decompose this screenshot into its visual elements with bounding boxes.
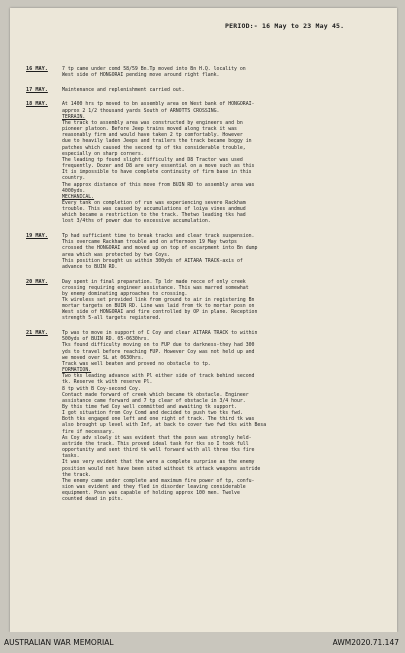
entry-line: equipment. Posn was capable of holding approx 100 men. Twelve: [62, 490, 240, 497]
diary-entry: [10, 66, 397, 78]
entry-line: 4000yds.: [62, 187, 86, 194]
entry-line: strength 5-all targets registered.: [62, 315, 162, 322]
entry-date: 16 MAY.: [26, 66, 48, 72]
entry-line: advance to BUIN RD.: [62, 263, 118, 270]
entry-line: crossed the HONGORAI and moved up on top of escarpment into Bn dump: [62, 245, 258, 252]
entry-line: yds to travel before reaching FUP. However Coy was not held up and: [62, 348, 255, 355]
entry-body: [62, 330, 385, 502]
entry-line: country.: [62, 175, 86, 182]
entry-line: assistance came forward and 7 tp clear of obstacle in 3/4 hour.: [62, 397, 246, 404]
entry-line: As Coy adv slowly it was evident that the posn was strongly held-: [62, 434, 252, 441]
entry-line: crossing requiring engineer assistance. This was marred somewhat: [62, 284, 249, 291]
entry-line: Both tks engaged one left and one right of track. The third tk was: [62, 416, 255, 423]
entry-line: 8 tp with B Coy-second Coy.: [62, 385, 141, 392]
entry-line: reasonably firm and would have taken 2 tp comfortably. However: [62, 132, 243, 139]
entry-line: The leading tp found slight difficulty and D8 Tractor was used: [62, 156, 243, 163]
entry-line: 7 tp came under comd 58/59 Bn.Tp moved into Bn H.Q. locality on: [62, 66, 246, 72]
entry-line: tasks.: [62, 453, 80, 460]
entry-line: The enemy came under complete and maximum fire power of tp, confu-: [62, 477, 255, 484]
entry-line: sion was evident and they fled in disorder leaving considerable: [62, 484, 246, 491]
diary-entry: [10, 87, 397, 93]
entry-line: we moved over SL at 0630hrs.: [62, 354, 144, 361]
entry-body: [62, 87, 385, 93]
diary-entry: [10, 233, 397, 270]
entry-body: [62, 101, 385, 224]
period-heading: PERIOD:- 16 May to 23 May 45.: [225, 22, 345, 30]
entry-line: Day spent in final preparation. Tp ldr made recce of only creek: [62, 278, 246, 285]
entry-line: This overcame Rackham trouble and on afternoon 19 May twotps: [62, 239, 237, 246]
entry-line: I got situation from Coy Comd and decided to push two tks fwd.: [62, 410, 243, 417]
entry-line: Contact made forward of creek which became tk obstacle. Engineer: [62, 391, 249, 398]
entry-line: trouble. This was caused by accumulations of loiya vines andmud: [62, 206, 246, 213]
entry-line: Tks found difficulty moving on to FUP due to darkness-they had 300: [62, 342, 255, 349]
diary-entry: [10, 279, 397, 322]
entry-line: frequently. Dozer and D8 are very essential on a move such as this: [62, 163, 255, 170]
entry-line: The approx distance of this move from BUIN RD to assembly area was: [62, 181, 255, 188]
entry-date: 18 MAY.: [26, 101, 48, 108]
entry-line: Every tank on completion of run was experiencing severe Rackham: [62, 199, 246, 206]
entry-line: fire if necessary.: [62, 428, 115, 435]
entry-line: approx 2 1/2 thousand yards South of ARNOTTS CROSSING.: [62, 107, 220, 114]
footer-bar: [0, 632, 405, 653]
entry-line: tk. Reserve tk with reserve Pl.: [62, 379, 153, 386]
entry-line: pioneer platoon. Before Jeep trains moved along track it was: [62, 126, 237, 133]
diary-entry: [10, 330, 397, 502]
entry-date: 17 MAY.: [26, 86, 48, 93]
entry-line: due to heavily laden Jeeps and trailers the track became boggy in: [62, 138, 252, 145]
entry-line: patches which caused the second tp of tks considerable trouble,: [62, 144, 246, 151]
entry-line: Tk wireless set provided link from ground to air in registering Bn: [62, 297, 255, 303]
entry-body: [62, 233, 385, 270]
entry-line: also brought up level with Inf, at back to cover two fwd tks with Besa: [62, 422, 267, 429]
entry-line: It was very evident that the were a complete surprise as the enemy: [62, 459, 255, 466]
diary-entries: [10, 66, 397, 511]
entry-line: by enemy dominating approaches to crossing.: [62, 290, 188, 297]
entry-line: This position brought us within 300yds of AITARA TRACK-axis of: [62, 257, 243, 264]
document-page: [10, 8, 397, 632]
entry-line: astride the track. This proved ideal task for tks so I took full: [62, 440, 249, 447]
entry-body: [62, 279, 385, 322]
entry-line: Tp had sufficient time to break tracks and clear track suspension.: [62, 233, 255, 240]
entry-line: 500yds of BUIN RD. 05-0630hrs.: [62, 336, 150, 343]
entry-line: The track to assembly area was constructed by engineers and bn: [62, 119, 243, 126]
entry-line: West side of HONGORAI pending move around right flank.: [62, 72, 220, 79]
section-heading: FORMATION.: [62, 367, 92, 374]
entry-line: At 1400 hrs tp moved to bn assembly area on West bank of HONGORAI-: [62, 101, 255, 108]
entry-date: 20 MAY.: [26, 278, 48, 285]
entry-date: 21 MAY.: [26, 330, 48, 337]
entry-line: area which was protected by two Coys.: [62, 251, 170, 258]
entry-line: position would not have been sited without tk attack weapons astride: [62, 465, 261, 472]
entry-line: By this time fwd Coy well committed and awaiting tk support.: [62, 404, 237, 410]
entry-line: which became a restriction to the track. Thetwo leading tks had: [62, 212, 246, 219]
footer-reference: AWM2020.71.147: [332, 638, 399, 647]
section-heading: MECHANICAL.: [62, 193, 95, 200]
entry-line: the track.: [62, 471, 92, 478]
section-heading: TERRAIN.: [62, 113, 86, 120]
entry-date: 19 MAY.: [26, 233, 48, 240]
footer-institution: AUSTRALIAN WAR MEMORIAL: [4, 638, 114, 647]
entry-line: lost 3/4ths of power due to excessive accumulation.: [62, 218, 211, 225]
entry-line: Two tks leading advance with Pl either side of track behind second: [62, 373, 255, 380]
entry-line: Track was well beaten and proved no obstacle to tp.: [62, 360, 211, 367]
entry-line: West side of HONGORAI and fire controlled by OP in plane. Reception: [62, 309, 258, 316]
entry-line: mortar targets on BUIN RD. Line was laid from tk to mortar posn on: [62, 303, 255, 310]
entry-line: especially on sharp corners.: [62, 150, 144, 157]
entry-line: It is impossible to have complete continuity of firm base in this: [62, 169, 252, 176]
entry-line: Tp was to move in support of C Coy and clear AITARA TRACK to within: [62, 330, 258, 337]
entry-body: [62, 66, 385, 78]
entry-line: Maintenance and replenishment carried out.: [62, 86, 185, 93]
entry-line: opportunity and sent third tk well forward with all three tks fire: [62, 447, 255, 454]
entry-line: counted dead in pits.: [62, 496, 124, 503]
diary-entry: [10, 101, 397, 224]
